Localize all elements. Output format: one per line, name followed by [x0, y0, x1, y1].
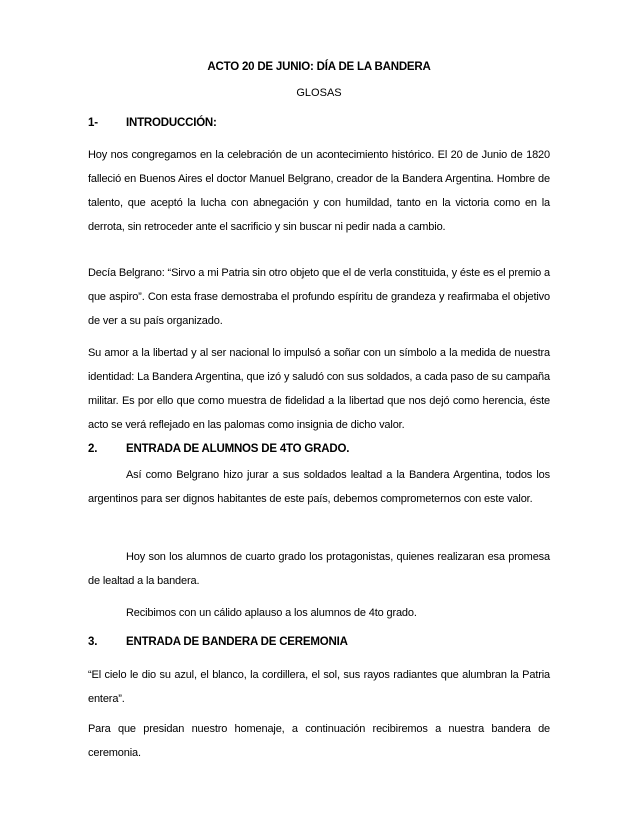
paragraph: Hoy son los alumnos de cuarto grado los protagonistas, quienes realizaran esa promesa de lealtad a la bandera. [88, 551, 550, 587]
paragraph: Para que presidan nuestro homenaje, a continuación recibiremos a nuestra bandera de ceremonia. [88, 723, 550, 759]
section-number: 2. [88, 443, 98, 455]
paragraph: Su amor a la libertad y al ser nacional lo impulsó a soñar con un símbolo a la medida de nuestra identidad: La Bandera Argentina, que izó y saludó con sus soldados, a cada paso de su campaña militar. Es por ello que como muestra de fidelidad a la libertad que nos dejó como herencia, éste acto se verá reflejado en las palomas como insignia de dicho valor. [88, 347, 550, 431]
document-title: ACTO 20 DE JUNIO: DÍA DE LA BANDERA [207, 61, 431, 73]
document-subtitle: GLOSAS [296, 87, 342, 99]
paragraph: Hoy nos congregamos en la celebración de un acontecimiento histórico. El 20 de Junio de 1820 falleció en Buenos Aires el doctor Manuel Belgrano, creador de la Bandera Argentina. Hombre de talento, que aceptó la lucha con abnegación y con humildad, tanto en la victoria como en la derrota, sin retroceder ante el sacrificio y sin buscar ni pedir nada a cambio. [88, 149, 550, 233]
paragraph: Recibimos con un cálido aplauso a los alumnos de 4to grado. [126, 607, 417, 619]
paragraph: Así como Belgrano hizo jurar a sus soldados lealtad a la Bandera Argentina, todos los argentinos para ser dignos habitantes de este país, debemos comprometernos con este valor. [88, 469, 550, 505]
section-title: INTRODUCCIÓN: [126, 117, 217, 129]
section-title: ENTRADA DE ALUMNOS DE 4TO GRADO. [126, 443, 350, 455]
section-number: 1- [88, 117, 98, 129]
section-heading-entrada-bandera [88, 636, 348, 648]
section-heading-introduccion [88, 117, 217, 129]
section-heading-entrada-alumnos [88, 443, 349, 455]
paragraph: “El cielo le dio su azul, el blanco, la cordillera, el sol, sus rayos radiantes que alumbran la Patria entera”. [88, 669, 550, 705]
paragraph: Decía Belgrano: “Sirvo a mi Patria sin otro objeto que el de verla constituida, y éste es el premio a que aspiro”. Con esta frase demostraba el profundo espíritu de grandeza y reafirmaba el objetivo de ver a su país organizado. [88, 267, 550, 327]
section-title: ENTRADA DE BANDERA DE CEREMONIA [126, 636, 348, 648]
section-number: 3. [88, 636, 98, 648]
